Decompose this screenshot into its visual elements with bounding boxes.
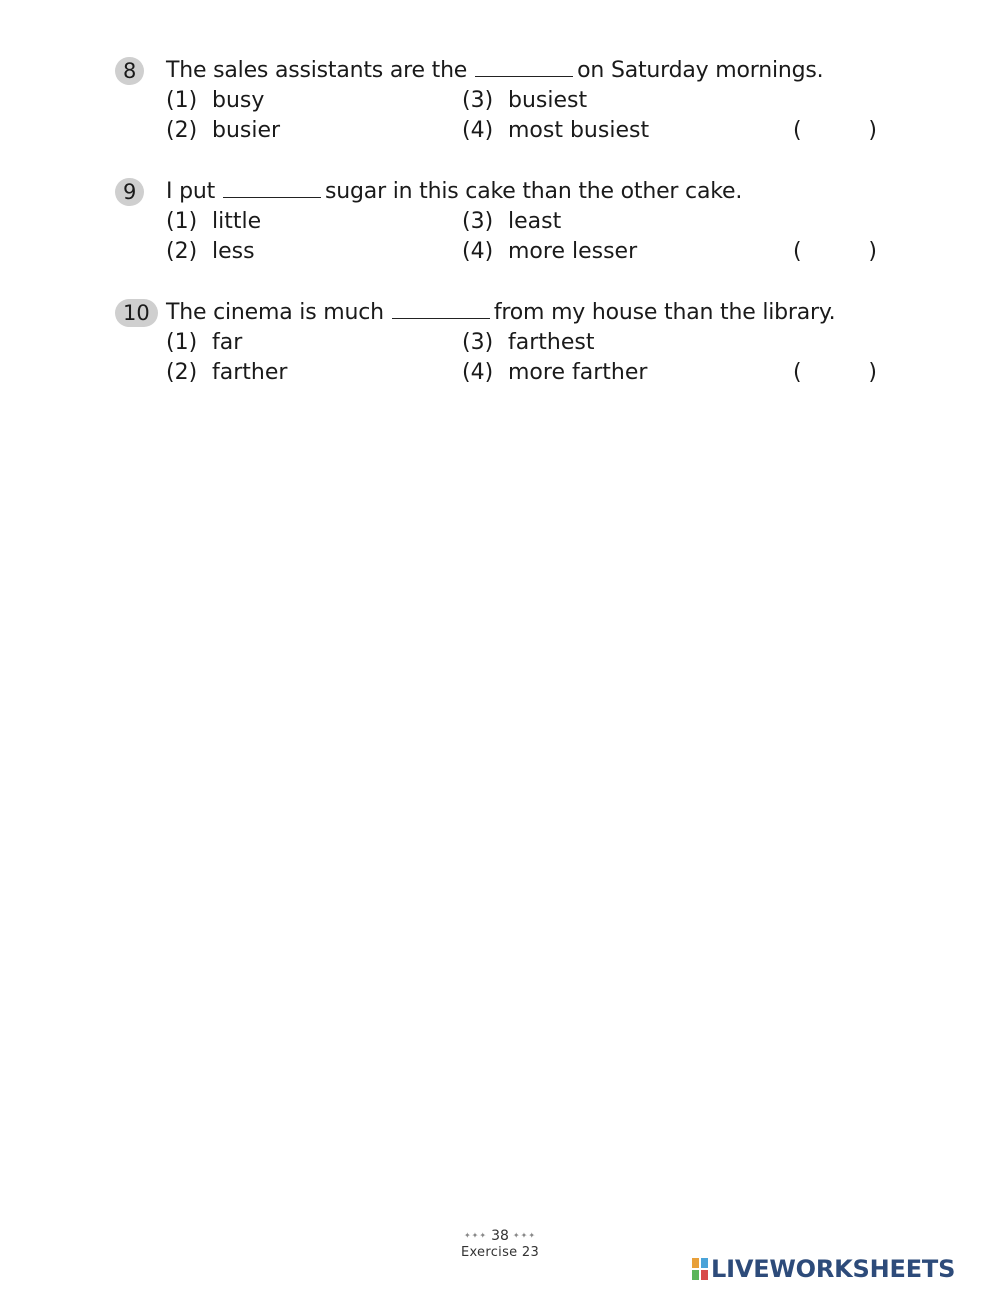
question-8 [115, 55, 895, 155]
question-9 [115, 176, 895, 276]
fill-in-blank[interactable] [223, 181, 321, 198]
option-text: farthest [508, 330, 595, 355]
answer-paren-close: ) [868, 360, 877, 385]
option-text: least [508, 209, 562, 234]
question-stem [166, 55, 823, 87]
question-number-badge: 10 [115, 299, 158, 327]
option-text: far [212, 330, 243, 355]
question-number-badge: 9 [115, 178, 144, 206]
option-number: (3) [462, 330, 494, 355]
option-text: less [212, 239, 255, 264]
fill-in-blank[interactable] [392, 302, 490, 319]
option-3[interactable] [462, 207, 561, 237]
option-number: (1) [166, 209, 198, 234]
answer-box[interactable] [793, 358, 877, 388]
stem-text-after: sugar in this cake than the other cake. [325, 179, 743, 204]
answer-box[interactable] [793, 116, 877, 146]
option-number: (4) [462, 239, 494, 264]
question-stem [166, 297, 835, 329]
option-text: more lesser [508, 239, 638, 264]
option-4[interactable] [462, 237, 637, 267]
question-number-badge: 8 [115, 57, 144, 85]
page-number-line [400, 1228, 600, 1244]
option-text: farther [212, 360, 288, 385]
option-number: (3) [462, 209, 494, 234]
answer-paren-open: ( [793, 360, 802, 385]
option-3[interactable] [462, 86, 587, 116]
stem-text-after: on Saturday mornings. [577, 58, 824, 83]
brand-name: LIVEWORKSHEETS [711, 1255, 956, 1283]
ornament-right-icon: ✦✦✦ [512, 1231, 537, 1240]
stem-text-before: The cinema is much [166, 300, 384, 325]
option-text: busier [212, 118, 281, 143]
option-number: (1) [166, 330, 198, 355]
answer-paren-open: ( [793, 118, 802, 143]
option-number: (2) [166, 239, 198, 264]
stem-text-before: I put [166, 179, 216, 204]
stem-text-before: The sales assistants are the [166, 58, 468, 83]
answer-box[interactable] [793, 237, 877, 267]
option-number: (4) [462, 360, 494, 385]
option-number: (3) [462, 88, 494, 113]
option-2[interactable] [166, 116, 280, 146]
option-2[interactable] [166, 237, 255, 267]
question-10 [115, 297, 895, 397]
question-stem [166, 176, 742, 208]
option-4[interactable] [462, 358, 647, 388]
option-1[interactable] [166, 207, 261, 237]
option-1[interactable] [166, 328, 242, 358]
stem-text-after: from my house than the library. [493, 300, 836, 325]
ornament-left-icon: ✦✦✦ [463, 1231, 488, 1240]
answer-paren-open: ( [793, 239, 802, 264]
answer-paren-close: ) [868, 118, 877, 143]
fill-in-blank[interactable] [475, 60, 573, 77]
option-number: (4) [462, 118, 494, 143]
page-footer [400, 1228, 600, 1262]
option-number: (2) [166, 360, 198, 385]
option-2[interactable] [166, 358, 287, 388]
option-number: (2) [166, 118, 198, 143]
option-1[interactable] [166, 86, 264, 116]
page-number: 38 [491, 1228, 509, 1244]
option-number: (1) [166, 88, 198, 113]
option-text: busiest [508, 88, 588, 113]
liveworksheets-logo [692, 1254, 955, 1284]
exercise-label: Exercise 23 [460, 1245, 540, 1260]
option-text: busy [212, 88, 265, 113]
option-text: most busiest [508, 118, 650, 143]
answer-paren-close: ) [868, 239, 877, 264]
option-4[interactable] [462, 116, 649, 146]
option-text: more farther [508, 360, 648, 385]
option-3[interactable] [462, 328, 594, 358]
option-text: little [212, 209, 262, 234]
liveworksheets-mark-icon [692, 1258, 708, 1280]
